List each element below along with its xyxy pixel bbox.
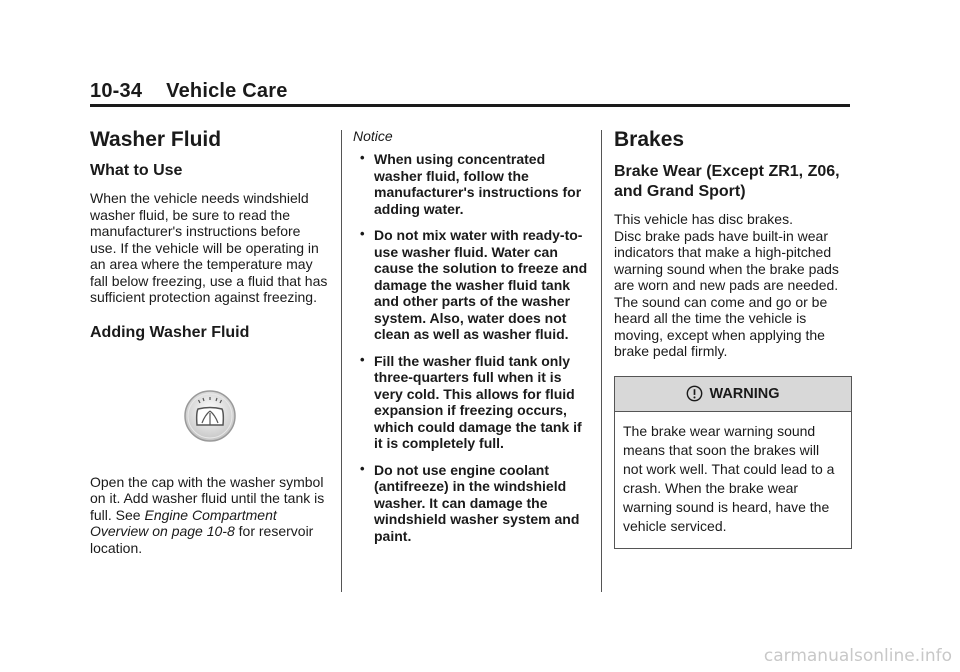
cross-reference-link[interactable]: Engine Compartment Overview on page 10-8	[90, 506, 277, 539]
page-number: 10-34	[90, 80, 143, 102]
warning-text: The brake wear warning sound means that soon the brakes will not work well. That could lead to a crash. When the brake wear warning sound is heard, have the vehicle serviced.	[623, 422, 835, 534]
what-to-use-heading: What to Use	[90, 162, 183, 179]
section-title: Vehicle Care	[166, 80, 288, 102]
list-item: • Do not use engine coolant (antifreeze) in the windshield washer. It can damage the windshield washer system and paint.	[360, 460, 580, 544]
bullet-icon: •	[360, 226, 365, 241]
warning-icon	[686, 385, 703, 402]
page-header	[90, 80, 288, 103]
warning-box	[614, 376, 852, 549]
notice-list	[353, 151, 591, 544]
column-divider	[341, 130, 342, 592]
brake-wear-text-2: Disc brake pads have built-in wear indicators that make a high-pitched warning sound when the brake pads are worn and new pads are needed. The sound can come and go or be heard all the time the vehicle is moving, except when applying the brake pedal firmly.	[614, 227, 839, 359]
adding-washer-fluid-heading: Adding Washer Fluid	[90, 323, 250, 341]
column-washer-fluid	[90, 128, 330, 556]
brake-wear-heading: Brake Wear (Except ZR1, Z06, and Grand Sport)	[614, 163, 840, 200]
bullet-icon: •	[360, 150, 365, 165]
washer-fluid-title: Washer Fluid	[90, 128, 222, 151]
list-item: • Fill the washer fluid tank only three-quarters full when it is very cold. This allows for fluid expansion if freezing occurs, which could damage the tank if it is completely full.	[360, 351, 582, 451]
adding-washer-fluid-text: Open the cap with the washer symbol on it. Add washer fluid until the tank is full. See Engine Compartment Overview on page 10-8 for reservoir location.	[90, 473, 325, 556]
column-divider	[601, 130, 602, 592]
what-to-use-text: When the vehicle needs windshield washer fluid, be sure to read the manufacturer's instructions before use. If the vehicle will be operating in an area where the temperature may fall below freezing, use a fluid that has sufficient protection against freezing.	[90, 190, 328, 305]
notice-title: Notice	[353, 128, 393, 144]
bullet-icon: •	[360, 460, 365, 476]
list-item: • When using concentrated washer fluid, follow the manufacturer's instructions for adding water.	[360, 150, 582, 217]
warning-label: WARNING	[709, 385, 780, 402]
watermark: carmanualsonline.info	[763, 646, 952, 666]
warning-header	[615, 377, 851, 412]
column-brakes	[614, 128, 854, 549]
brake-wear-text-1: This vehicle has disc brakes.	[614, 211, 793, 227]
windshield-washer-icon	[183, 389, 237, 443]
bullet-icon: •	[360, 351, 365, 367]
list-item: • Do not mix water with ready-to-use washer fluid. Water can cause the solution to freeze and damage the washer fluid tank and other parts of the washer system. Also, water does not clean as well as washer fluid.	[360, 226, 588, 342]
header-rule	[90, 104, 850, 107]
column-notice	[353, 128, 591, 554]
brakes-title: Brakes	[614, 128, 685, 151]
